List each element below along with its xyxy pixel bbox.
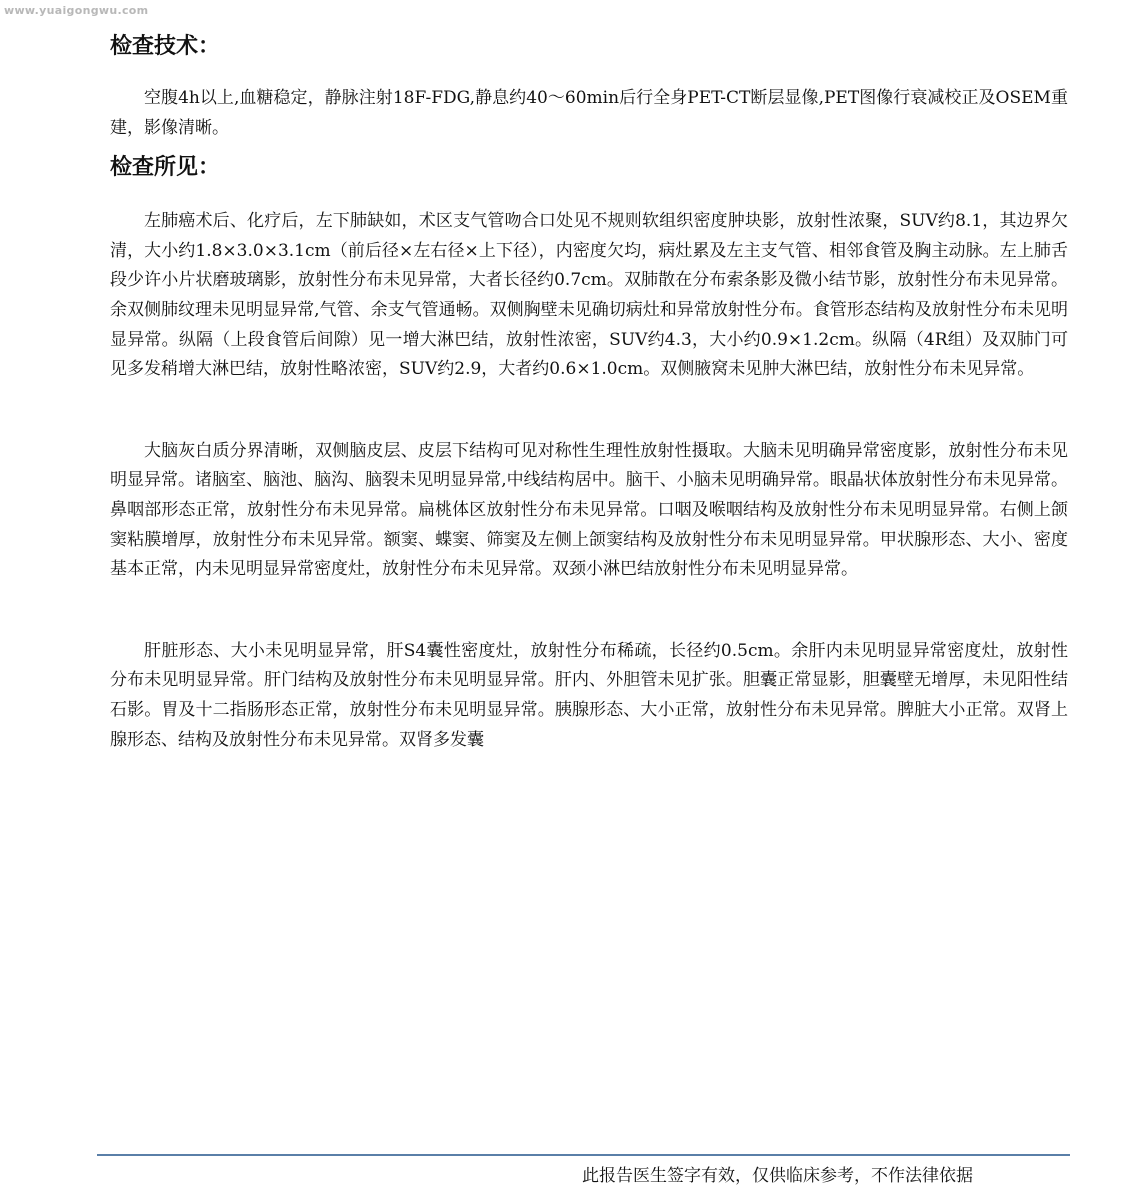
findings-paragraph-head-neck: 大脑灰白质分界清晰，双侧脑皮层、皮层下结构可见对称性生理性放射性摄取。大脑未见明确异常密度影，放射性分布未见明显异常。诸脑室、脑池、脑沟、脑裂未见明显异常,中线结构居中。脑干、小脑未见明确异常。眼晶状体放射性分布未见异常。鼻咽部形态正常，放射性分布未见异常。扁桃体区放射性分布未见异常。口咽及喉咽结构及放射性分布未见明显异常。右侧上颌窦粘膜增厚，放射性分布未见异常。额窦、蝶窦、筛窦及左侧上颌窦结构及放射性分布未见明显异常。甲状腺形态、大小、密度基本正常，内未见明显异常密度灶，放射性分布未见异常。双颈小淋巴结放射性分布未见明显异常。 — [110, 440, 1068, 580]
findings-paragraph-abdomen: 肝脏形态、大小未见明显异常，肝S4囊性密度灶，放射性分布稀疏，长径约0.5cm。余肝内未见明显异常密度灶，放射性分布未见明显异常。肝门结构及放射性分布未见明显异常。肝内、外胆管未见扩张。胆囊正常显影，胆囊壁无增厚，未见阳性结石影。胃及十二指肠形态正常，放射性分布未见明显异常。胰腺形态、大小正常，放射性分布未见异常。脾脏大小正常。双肾上腺形态、结构及放射性分布未见异常。双肾多发囊 — [110, 640, 1068, 750]
technique-paragraph: 空腹4h以上,血糖稳定，静脉注射18F-FDG,静息约40～60min后行全身PET-CT断层显像,PET图像行衰减校正及OSEM重建，影像清晰。 — [110, 88, 1068, 138]
section-heading-technique: 检查技术： — [110, 34, 221, 59]
findings-paragraph-chest: 左肺癌术后、化疗后，左下肺缺如，术区支气管吻合口处见不规则软组织密度肿块影，放射性浓聚，SUV约8.1，其边界欠清，大小约1.8×3.0×3.1cm（前后径×左右径×上下径），内密度欠均，病灶累及左主支气管、相邻食管及胸主动脉。左上肺舌段少许小片状磨玻璃影，放射性分布未见异常，大者长径约0.7cm。双肺散在分布索条影及微小结节影，放射性分布未见异常。余双侧肺纹理未见明显异常,气管、余支气管通畅。双侧胸壁未见确切病灶和异常放射性分布。食管形态结构及放射性分布未见明显异常。纵隔（上段食管后间隙）见一增大淋巴结，放射性浓密，SUV约4.3，大小约0.9×1.2cm。纵隔（4R组）及双肺门可见多发稍增大淋巴结，放射性略浓密，SUV约2.9，大者约0.6×1.0cm。双侧腋窝未见肿大淋巴结，放射性分布未见异常。 — [110, 211, 1068, 380]
footer-divider — [97, 1154, 1070, 1156]
report-body — [110, 30, 1068, 755]
footer-disclaimer: 此报告医生签字有效，仅供临床参考，不作法律依据 — [582, 1166, 973, 1186]
site-watermark: www.yuaigongwu.com — [4, 4, 149, 17]
section-heading-findings: 检查所见： — [110, 155, 221, 181]
